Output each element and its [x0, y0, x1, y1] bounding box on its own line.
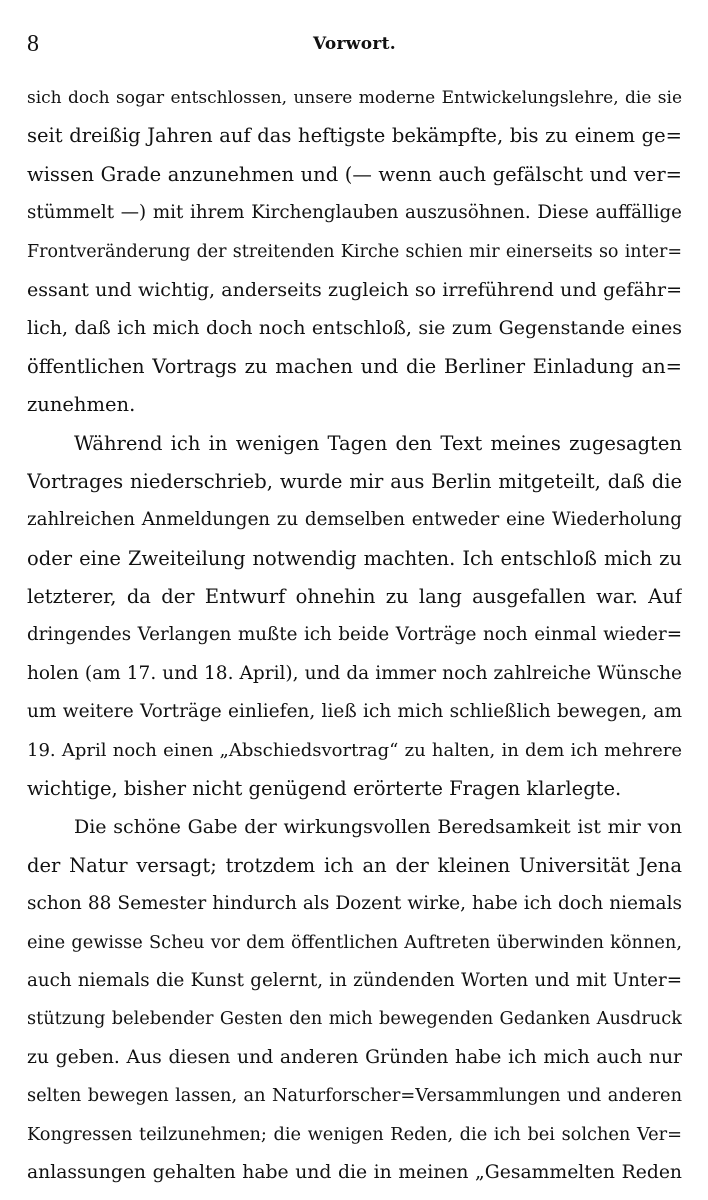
- text-line: letzterer, da der Entwurf ohnehin zu lang ausgefallen war. Auf: [27, 585, 682, 609]
- text-line: stümmelt —) mit ihrem Kirchenglauben auszusöhnen. Diese auffällige: [27, 202, 682, 224]
- text-line: schon 88 Semester hindurch als Dozent wirke, habe ich doch niemals: [27, 893, 682, 915]
- text-line: selten bewegen lassen, an Naturforscher=Versammlungen und anderen: [27, 1086, 682, 1107]
- text-line: lich, daß ich mich doch noch entschloß, sie zum Gegenstande eines: [27, 317, 682, 340]
- text-line: der Natur versagt; trotzdem ich an der kleinen Universität Jena: [27, 853, 682, 877]
- running-title: Vorwort.: [312, 34, 397, 54]
- text-line: zunehmen.: [27, 393, 136, 417]
- text-line: wissen Grade anzunehmen und (— wenn auch gefälscht und ver=: [27, 162, 682, 186]
- text-line: Frontveränderung der streitenden Kirche schien mir einerseits so inter=: [27, 241, 682, 262]
- text-line: Während ich in wenigen Tagen den Text meines zugesagten: [74, 431, 682, 455]
- text-line: essant und wichtig, anderseits zugleich so irreführend und gefähr=: [27, 278, 682, 301]
- text-line: dringendes Verlangen mußte ich beide Vorträge noch einmal wieder=: [27, 624, 682, 646]
- text-line: oder eine Zweiteilung notwendig machten. Ich entschloß mich zu: [27, 546, 682, 570]
- text-line: Kongressen teilzunehmen; die wenigen Reden, die ich bei solchen Ver=: [27, 1124, 682, 1145]
- text-line: 19. April noch einen „Abschiedsvortrag“ zu halten, in dem ich mehrere: [27, 739, 682, 761]
- text-line: zahlreichen Anmeldungen zu demselben entweder eine Wiederholung: [27, 509, 682, 531]
- text-line: wichtige, bisher nicht genügend erörterte Fragen klarlegte.: [27, 777, 622, 801]
- text-line: um weitere Vorträge einliefen, ließ ich mich schließlich bewegen, am: [27, 701, 682, 723]
- text-line: anlassungen gehalten habe und die in meinen „Gesammelten Reden: [27, 1161, 682, 1183]
- body-text: [27, 79, 682, 1192]
- text-line: seit dreißig Jahren auf das heftigste bekämpfte, bis zu einem ge=: [27, 124, 682, 148]
- text-line: Vortrages niederschrieb, wurde mir aus Berlin mitgeteilt, daß die: [27, 469, 682, 493]
- text-line: sich doch sogar entschlossen, unsere moderne Entwickelungslehre, die sie: [27, 88, 682, 108]
- page-number: 8: [27, 31, 39, 57]
- text-line: auch niemals die Kunst gelernt, in zündenden Worten und mit Unter=: [27, 969, 682, 991]
- text-line: öffentlichen Vortrags zu machen und die Berliner Einladung an=: [27, 354, 682, 378]
- text-line: stützung belebender Gesten den mich bewegenden Gedanken Ausdruck: [27, 1009, 682, 1030]
- page-header: [27, 30, 682, 58]
- text-line: holen (am 17. und 18. April), und da immer noch zahlreiche Wünsche: [27, 662, 682, 684]
- text-line: Die schöne Gabe der wirkungsvollen Beredsamkeit ist mir von: [74, 816, 682, 839]
- text-line: eine gewisse Scheu vor dem öffentlichen Auftreten überwinden können,: [27, 932, 682, 953]
- text-line: zu geben. Aus diesen und anderen Gründen habe ich mich auch nur: [27, 1046, 682, 1068]
